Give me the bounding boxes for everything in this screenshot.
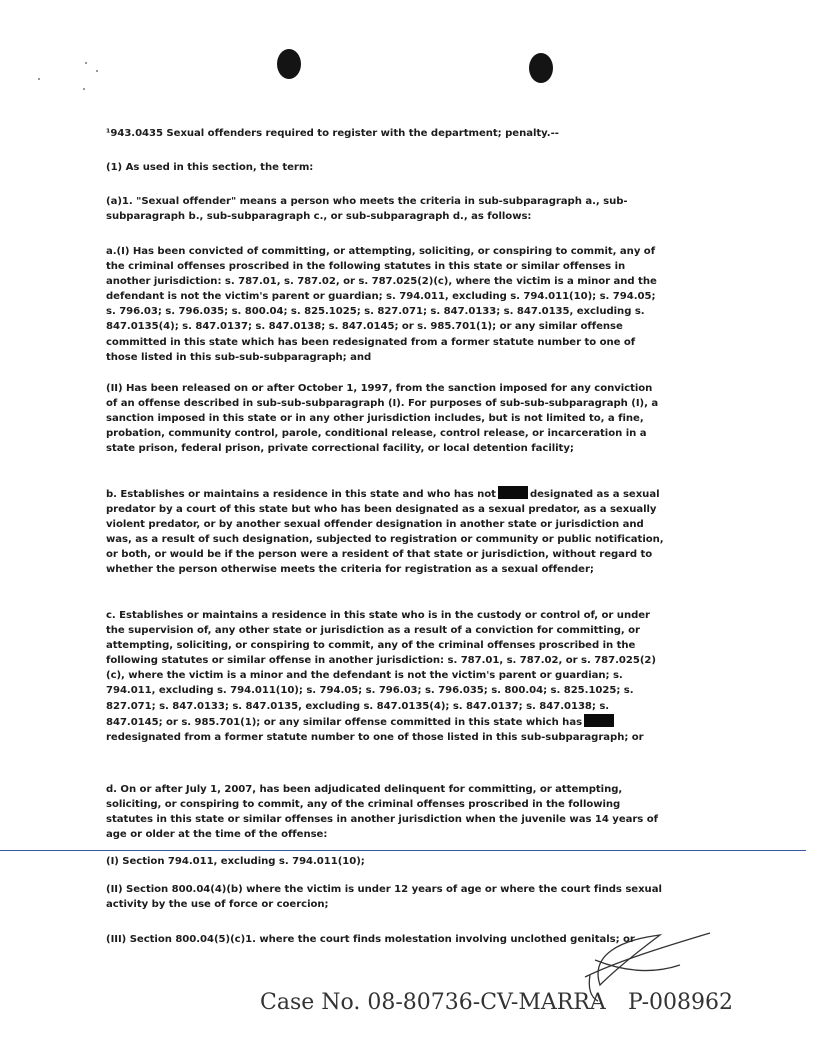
punch-hole-left xyxy=(277,49,301,79)
redaction-box xyxy=(584,714,614,727)
paragraph-c-text-end: redesignated from a former statute number to one of those listed in this sub-subparagraph; or xyxy=(106,731,644,743)
statute-heading: ¹943.0435 Sexual offenders required to register with the department; penalty.-- xyxy=(106,128,559,139)
scan-speck xyxy=(96,70,98,72)
paragraph-c xyxy=(106,608,666,745)
scan-speck xyxy=(83,88,85,90)
paragraph-b xyxy=(106,486,666,578)
paragraph-d-II: (II) Section 800.04(4)(b) where the victim is under 12 years of age or where the court finds sexual activity by the use of force or coercion; xyxy=(106,884,662,911)
page-id: P-008962 xyxy=(628,990,734,1015)
paragraph-b-text-start: b. Establishes or maintains a residence in this state and who has not xyxy=(106,489,496,500)
punch-hole-right xyxy=(529,53,553,83)
paragraph-a-II: (II) Has been released on or after October 1, 1997, from the sanction imposed for any conviction of an offense described in sub-sub-subparagraph (I). For purposes of sub-sub-subparagraph (I), a sanction imposed in this state or in any other jurisdiction includes, but is not limited to, a fine, probation, community control, parole, conditional release, control release, or incarceration in a state prison, federal prison, private correctional facility, or local detention facility; xyxy=(106,383,659,455)
scan-speck xyxy=(85,62,87,64)
paragraph-d-I: (I) Section 794.011, excluding s. 794.011(10); xyxy=(106,856,365,867)
scan-speck xyxy=(38,78,40,80)
paragraph-1: (1) As used in this section, the term: xyxy=(106,162,314,173)
paragraph-d: d. On or after July 1, 2007, has been adjudicated delinquent for committing, or attempting, soliciting, or conspiring to commit, any of the criminal offenses proscribed in the following statutes in this state or similar offenses in another jurisdiction when the juvenile was 14 years of age or older at the time of the offense: xyxy=(106,784,658,841)
redaction-box xyxy=(498,486,528,499)
paragraph-a1: (a)1. "Sexual offender" means a person who meets the criteria in sub-subparagraph a., sub-subparagraph b., sub-subparagraph c., or sub-subparagraph d., as follows: xyxy=(106,196,628,223)
paragraph-d-III: (III) Section 800.04(5)(c)1. where the court finds molestation involving unclothed genitals; or xyxy=(106,934,635,945)
paragraph-b-text-end: designated as a sexual predator by a court of this state but who has been designated as a sexual predator, as a sexually violent predator, or by another sexual offender designation in another state or jurisdiction and was, as a result of such designation, subjected to registration or community or public notification, or both, or would be if the person were a resident of that state or jurisdiction, without regard to whether the person otherwise meets the criteria for registration as a sexual offender; xyxy=(106,489,664,576)
paragraph-c-text-start: c. Establishes or maintains a residence in this state who is in the custody or control of, or under the supervision of, any other state or jurisdiction as a result of a conviction for committing, or attempting, soliciting, or conspiring to commit, any of the criminal offenses proscribed in the following statutes or similar offense in another jurisdiction: s. 787.01, s. 787.02, or s. 787.025(2)(c), where the victim is a minor and the defendant is not the victim's parent or guardian; s. 794.011, excluding s. 794.011(10); s. 794.05; s. 796.03; s. 796.035; s. 800.04; s. 825.1025; s. 827.071; s. 847.0133; s. 847.0135, excluding s. 847.0135(4); s. 847.0137; s. 847.0138; s. 847.0145; or s. 985.701(1); or any similar offense committed in this state which has xyxy=(106,610,656,728)
paragraph-a-I: a.(I) Has been convicted of committing, or attempting, soliciting, or conspiring to commit, any of the criminal offenses proscribed in the following statutes in this state or similar offenses in another jurisdiction: s. 787.01, s. 787.02, or s. 787.025(2)(c), where the victim is a minor and the defendant is not the victim's parent or guardian; s. 794.011, excluding s. 794.011(10); s. 794.05; s. 796.03; s. 796.035; s. 800.04; s. 825.1025; s. 827.071; s. 847.0133; s. 847.0135, excluding s. 847.0135(4); s. 847.0137; s. 847.0138; s. 847.0145; or s. 985.701(1); or any similar offense committed in this state which has been redesignated from a former statute number to one of those listed in this sub-sub-subparagraph; and xyxy=(106,246,657,363)
scan-blue-line xyxy=(0,850,806,851)
case-number: Case No. 08-80736-CV-MARRA xyxy=(260,990,606,1015)
